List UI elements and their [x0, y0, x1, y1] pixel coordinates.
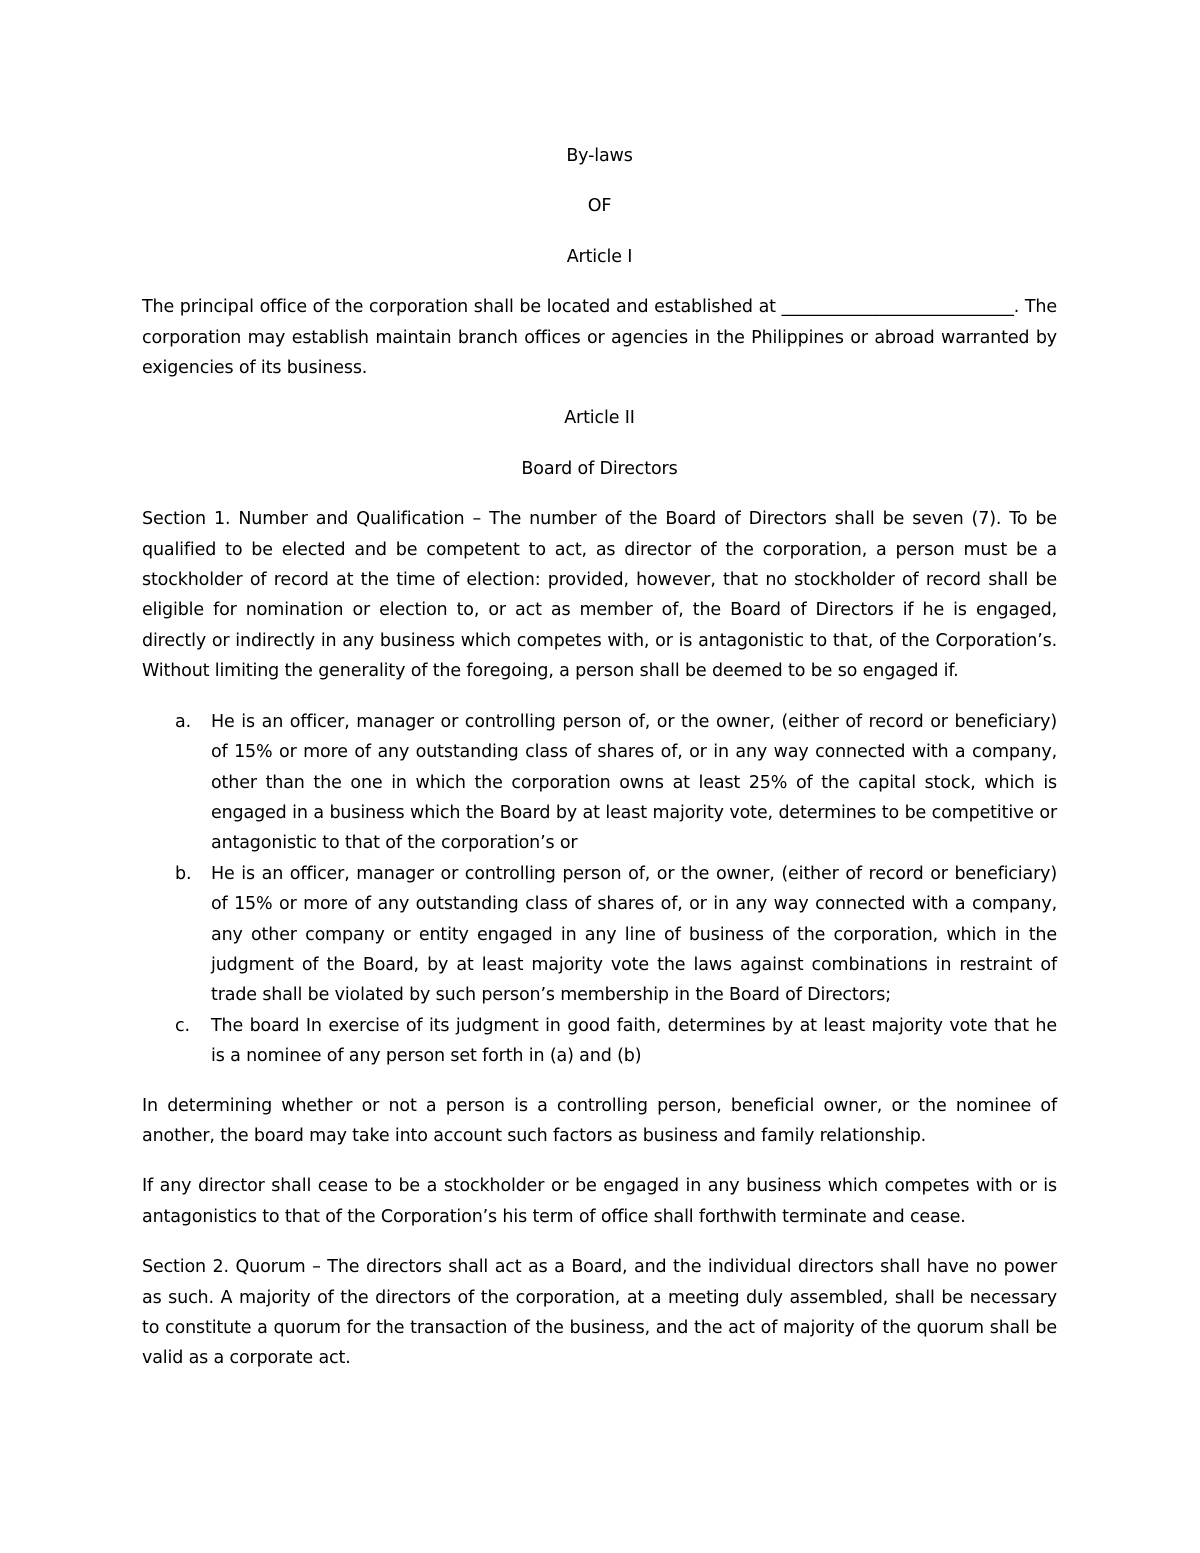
list-item-text: He is an officer, manager or controlling person of, or the owner, (either of record or beneficiary) of 15% or more of any outstanding class of shares of, or in any way connected with a company, any other company or entity engaged in any line of business of the corporation, which in the judgment of the Board, by at least majority vote the laws against combinations in restraint of trade shall be violated by such person’s membership in the Board of Directors;: [211, 863, 1057, 1006]
document-subtitle: OF: [587, 196, 612, 217]
list-item: [142, 707, 1057, 859]
article-2-heading: Article II: [564, 408, 635, 429]
qualification-list: [142, 707, 1057, 1072]
article-2-subheading: Board of Directors: [521, 458, 678, 479]
list-item: [142, 1011, 1057, 1072]
cease-paragraph: If any director shall cease to be a stockholder or be engaged in any business which competes with or is antagonistics to that of the Corporation’s his term of office shall forthwith terminate and cease.: [142, 1176, 1057, 1227]
list-item-text: He is an officer, manager or controlling person of, or the owner, (either of record or beneficiary) of 15% or more of any outstanding class of shares of, or in any way connected with a company, other than the one in which the corporation owns at least 25% of the capital stock, which is engaged in a business which the Board by at least majority vote, determines to be competitive or antagonistic to that of the corporation’s or: [211, 711, 1057, 854]
section-1-text: Section 1. Number and Qualification – The number of the Board of Directors shall be seven (7). To be qualified to be elected and be competent to act, as director of the corporation, a person must be a stockholder of record at the time of election: provided, however, that no stockholder of record shall be eligible for nomination or election to, or act as member of, the Board of Directors if he is engaged, directly or indirectly in any business which competes with, or is antagonistic to that, of the Corporation’s. Without limiting the generality of the foregoing, a person shall be deemed to be so engaged if.: [142, 509, 1057, 682]
document-title: By-laws: [566, 146, 633, 166]
list-marker: c.: [175, 1015, 190, 1036]
list-item-text: The board In exercise of its judgment in good faith, determines by at least majority vote that he is a nominee of any person set forth in (a) and (b): [211, 1015, 1057, 1067]
list-marker: b.: [175, 863, 192, 884]
article-1-text: The principal office of the corporation shall be located and established at ___________________________. The corporation may establish maintain branch offices or agencies in the Philippines or abroad warranted by exigencies of its business.: [142, 297, 1057, 379]
determining-paragraph: In determining whether or not a person is a controlling person, beneficial owner, or the nominee of another, the board may take into account such factors as business and family relationship.: [142, 1095, 1057, 1146]
article-1-heading: Article I: [566, 246, 633, 267]
section-2-text: Section 2. Quorum – The directors shall act as a Board, and the individual directors shall have no power as such. A majority of the directors of the corporation, at a meeting duly assembled, shall be necessary to constitute a quorum for the transaction of the business, and the act of majority of the quorum shall be valid as a corporate act.: [142, 1257, 1057, 1369]
list-item: [142, 859, 1057, 1011]
document-page: [142, 141, 1057, 1394]
list-marker: a.: [175, 711, 191, 732]
